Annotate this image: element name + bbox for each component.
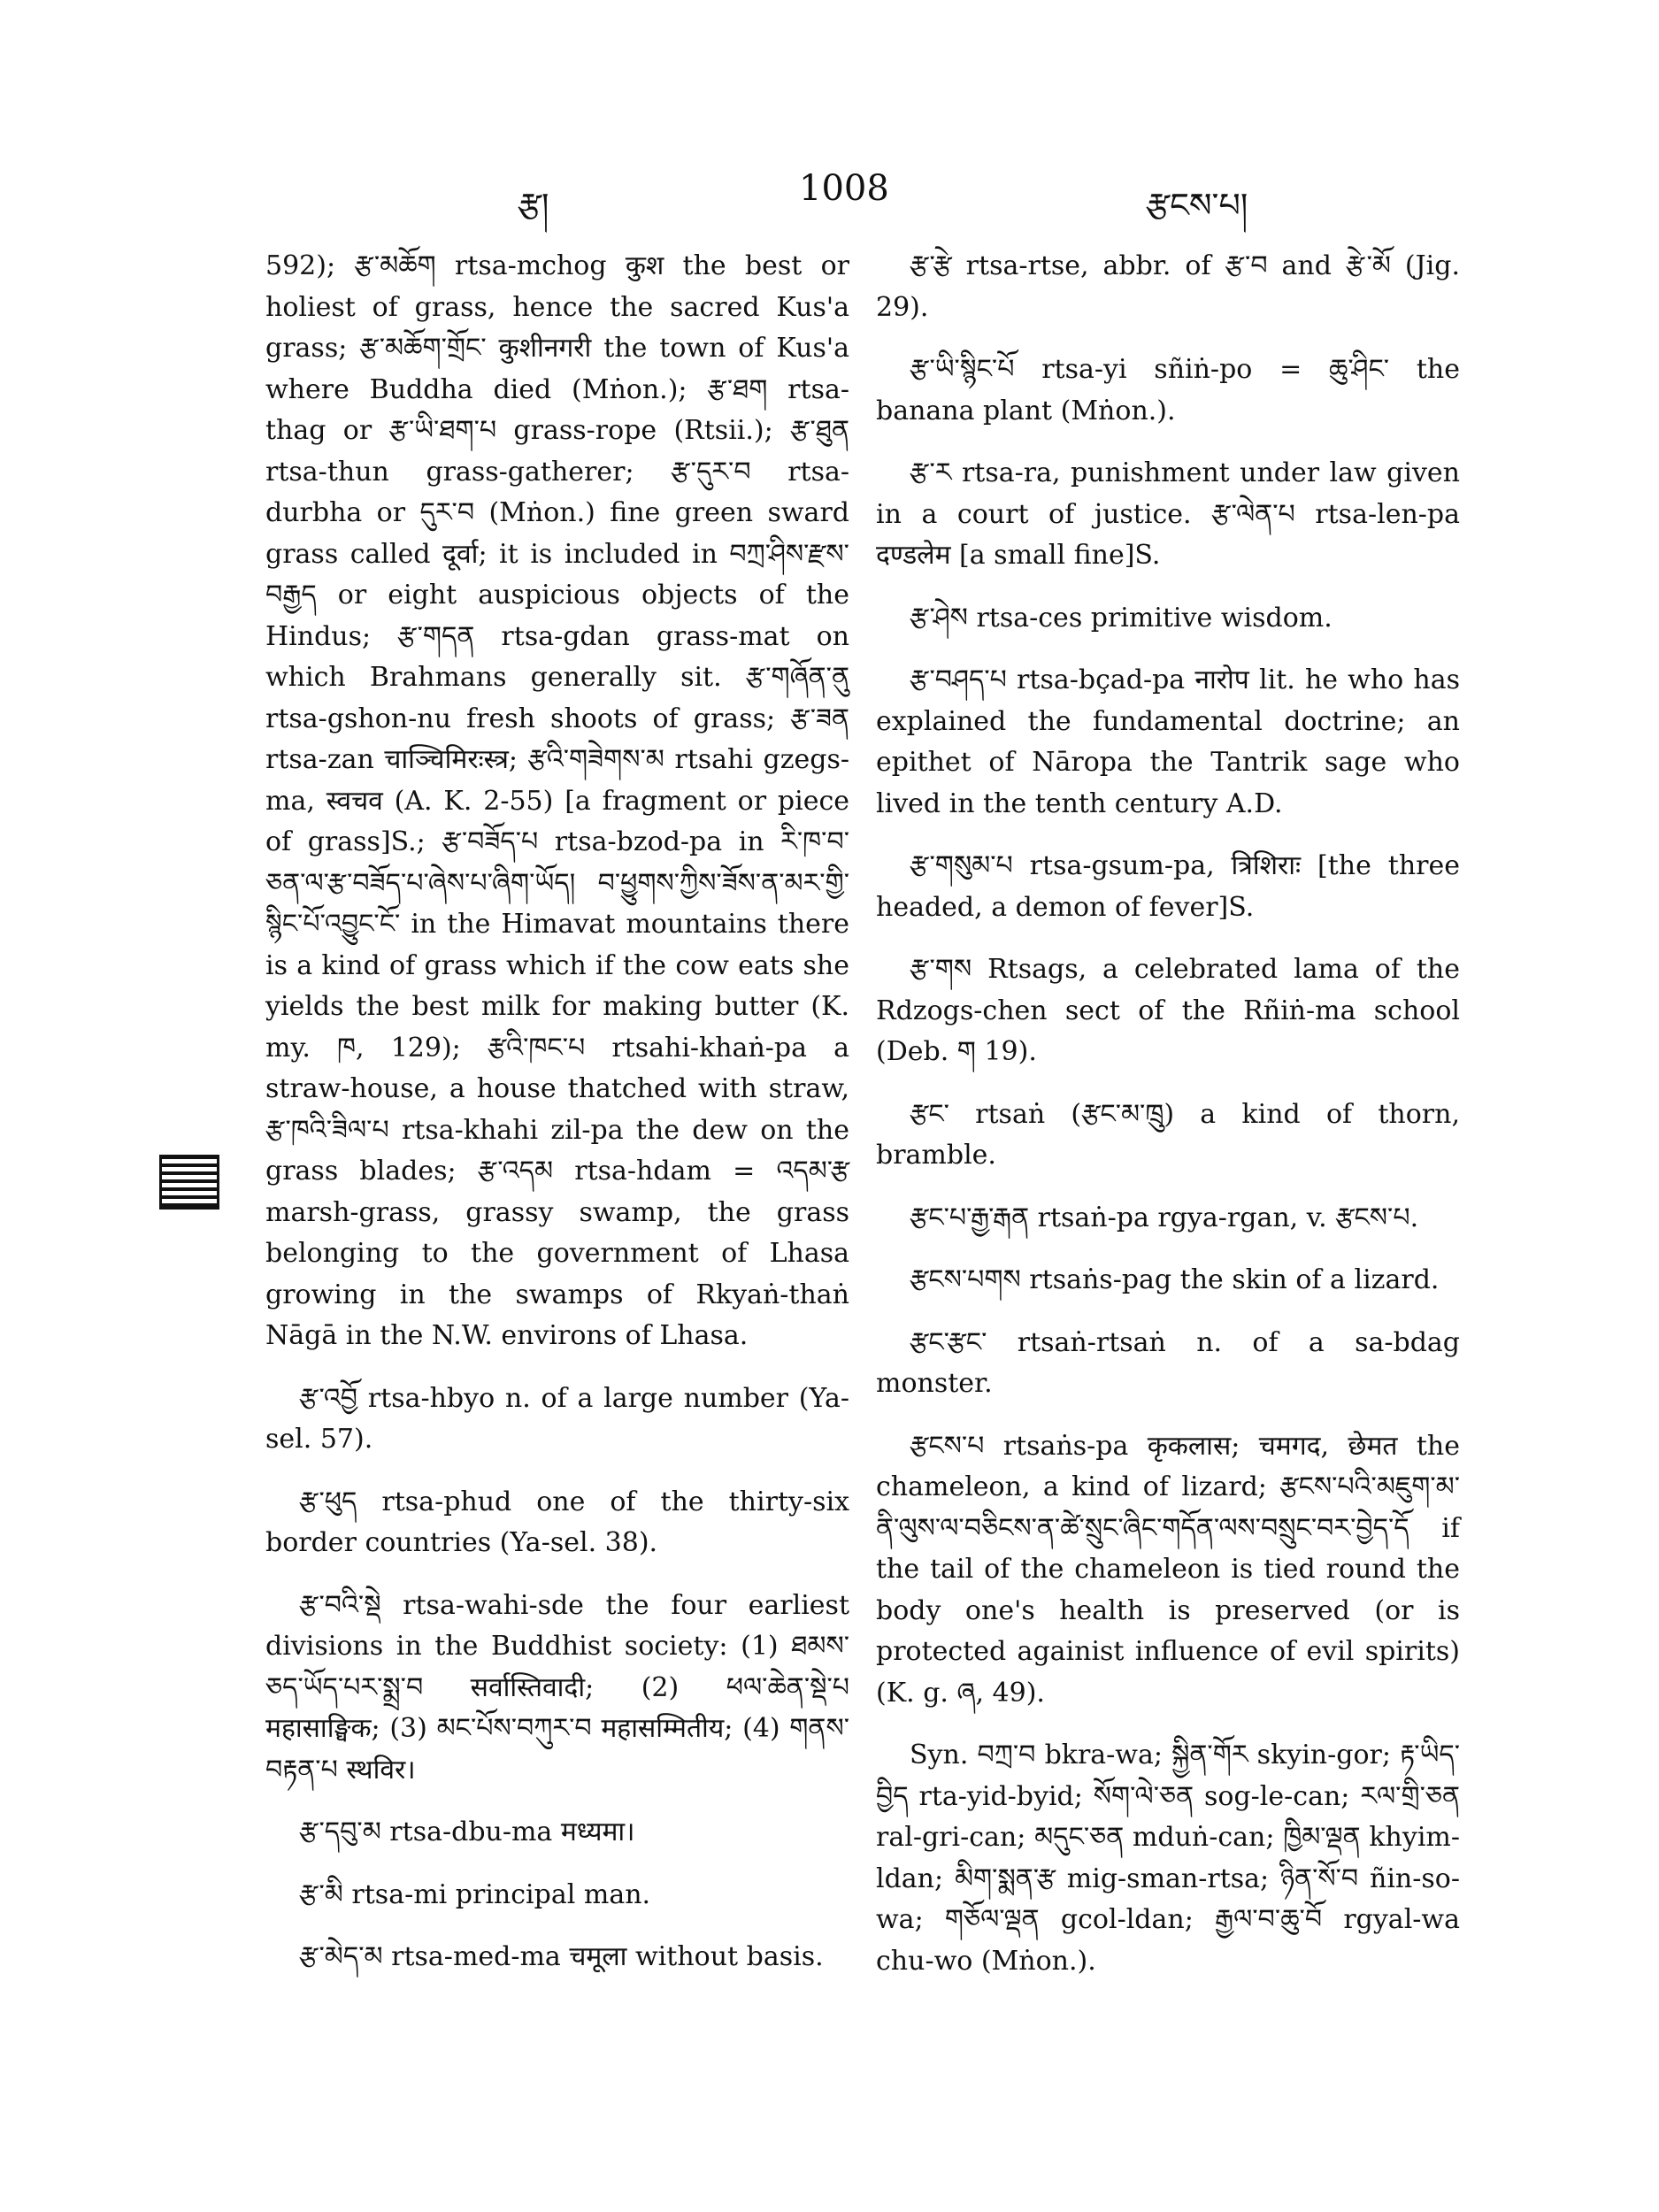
entry-rtsans-pa: རྩངས་པ rtsaṅs-pa कृकलास; चमगद, छेमत the chameleon, a kind of lizard; རྩངས་པའི་མཇུག་མ་ནི་ལུས་ལ་བཅིངས་ན་ཚེ་སྲུང་ཞིང་གདོན་ལས་བསྲུང་བར་བྱེད་དོ if the tail of the chameleon is tied round the body one's health is preserved (or is protected againist influence of evil spirits) (K. g. ཞ, 49).	[876, 1430, 1460, 1709]
header-left-headword: རྩ།	[518, 186, 549, 225]
entry-rtsa-yi-snin-po: རྩ་ཡི་སྙིང་པོ rtsa-yi sñiṅ-po = ཆུ་ཤིང་ the banana plant (Mṅon.).	[876, 354, 1460, 426]
entry-rtsa-mchog: 592); རྩ་མཆོག rtsa-mchog कुश the best or holiest of grass, hence the sacred Kus'a grass; རྩ་མཆོག་གྲོང་ कुशीनगरी the town of Kus'a where Buddha died (Mṅon.); རྩ་ཐག rtsa-thag or རྩ་ཡི་ཐག་པ grass-rope (Rtsii.); རྩ་ཐུན rtsa-thun grass-gatherer; རྩ་དུར་བ rtsa-durbha or དུར་བ (Mṅon.) fine green sward grass called दूर्वा; it is included in བཀྲ་ཤིས་རྫས་བརྒྱད or eight auspicious objects of the Hindus; རྩ་གདན rtsa-gdan grass-mat on which Brahmans generally sit. རྩ་གཞོན་ནུ rtsa-gshon-nu fresh shoots of grass; རྩ་ཟན rtsa-zan चाञ्चिमिरःस्त्र; རྩའི་གཟེགས་མ rtsahi gzegs-ma, स्वचव (A. K. 2-55) [a fragment or piece of grass]S.; རྩ་བཟོད་པ rtsa-bzod-pa in རི་ཁ་བ་ཅན་ལ་རྩ་བཟོད་པ་ཞེས་པ་ཞིག་ཡོད། བ་ཕྱུགས་ཀྱིས་ཟོས་ན་མར་གྱི་སྙིང་པོ་འབྱུང་ངོ་ in the Himavat mountains there is a kind of grass which if the cow eats she yields the best milk for making butter (K. my. ཁ, 129); རྩའི་ཁང་པ rtsahi-khaṅ-pa a straw-house, a house thatched with straw, རྩ་ཁའི་ཟིལ་པ rtsa-khahi zil-pa the dew on the grass blades; རྩ་འདམ rtsa-hdam = འདམ་རྩ marsh-grass, grassy swamp, the grass belonging to the government of Lhasa growing in the swamps of Rkyaṅ-thaṅ Nāgā in the N.W. environs of Lhasa.	[265, 250, 849, 1351]
entry-rtsan-rtsan: རྩང་རྩང་ rtsaṅ-rtsaṅ n. of a sa-bdag monster.	[876, 1326, 1460, 1399]
page-header	[0, 168, 1659, 225]
entry-rtsan-pa-rgya-rgan: རྩང་པ་རྒྱ་རྒན rtsaṅ-pa rgya-rgan, v. རྩངས་པ.	[910, 1202, 1419, 1233]
header-right-headword: རྩངས་པ།	[1146, 186, 1248, 225]
right-column	[876, 246, 1460, 2003]
entry-rtsa-bcad-pa: རྩ་བཤད་པ rtsa-bçad-pa नारोप lit. he who has explained the fundamental doctrine; an epithet of Nāropa the Tantrik sage who lived in the tenth century A.D.	[876, 664, 1460, 819]
entry-rtsa-wahi-sde: རྩ་བའི་སྡེ rtsa-wahi-sde the four earliest divisions in the Buddhist society: (1) ཐམས་ཅད་ཡོད་པར་སྨྲ་བ सर्वास्तिवादी; (2) ཕལ་ཆེན་སྡེ་པ महासाङ्घिक; (3) མང་པོས་བཀུར་བ महासम्मितीय; (4) གནས་བརྟན་པ स्थविर।	[265, 1589, 849, 1786]
entry-rtsa-rtse: རྩ་རྩེ rtsa-rtse, abbr. of རྩ་བ and རྩེ་མོ (Jig. 29).	[876, 250, 1460, 323]
entry-rtsan: རྩང་ rtsaṅ (རྩང་མ་ཁྲུ) a kind of thorn, bramble.	[876, 1098, 1460, 1171]
entry-rtsa-ces: རྩ་ཤེས rtsa-ces primitive wisdom.	[910, 602, 1333, 634]
entry-rtsa-gsum-pa: རྩ་གསུམ་པ rtsa-gsum-pa, त्रिशिराः [the three headed, a demon of fever]S.	[876, 850, 1460, 923]
entry-rtsa-ra: རྩ་ར rtsa-ra, punishment under law given in a court of justice. རྩ་ལེན་པ rtsa-len-pa दण्डलेम [a small fine]S.	[876, 457, 1460, 571]
entry-rtsa-hbyo: རྩ་འབྱོ rtsa-hbyo n. of a large number (Ya-sel. 57).	[265, 1382, 849, 1455]
entry-rtsa-med-ma: རྩ་མེད་མ rtsa-med-ma चमूला without basis.	[299, 1941, 824, 1972]
left-column	[265, 246, 849, 2000]
entry-rtsags: རྩ་གས Rtsags, a celebrated lama of the Rdzogs-chen sect of the Rñiṅ-ma school (Deb. ག 19).	[876, 954, 1460, 1067]
entry-synonyms: Syn. བཀྲ་བ bkra-wa; སྐྱིན་གོར skyin-gor; རྟ་ཡིད་བྱིད rta-yid-byid; སོག་ལེ་ཅན sog-le-can; རལ་གྲི་ཅན ral-gri-can; མདུང་ཅན mduṅ-can; ཁྱིམ་ལྡན khyim-ldan; མིག་སྨན་རྩ mig-sman-rtsa; ཉིན་སོ་བ ñin-so-wa; གཅོལ་ལྡན gcol-ldan; རྒྱལ་བ་ཆུ་བོ rgyal-wa chu-wo (Mṅon.).	[876, 1740, 1460, 1977]
entry-rtsans-pag: རྩངས་པགས rtsaṅs-pag the skin of a lizard.	[910, 1264, 1440, 1295]
entry-rtsa-mi: རྩ་མི rtsa-mi principal man.	[299, 1878, 651, 1910]
entry-rtsa-dbu-ma: རྩ་དབུ་མ rtsa-dbu-ma मध्यमा।	[299, 1816, 635, 1847]
page-number: 1008	[799, 168, 889, 209]
entry-rtsa-phud: རྩ་ཕུད rtsa-phud one of the thirty-six border countries (Ya-sel. 38).	[265, 1486, 849, 1558]
thumb-index-mark	[159, 1155, 219, 1210]
